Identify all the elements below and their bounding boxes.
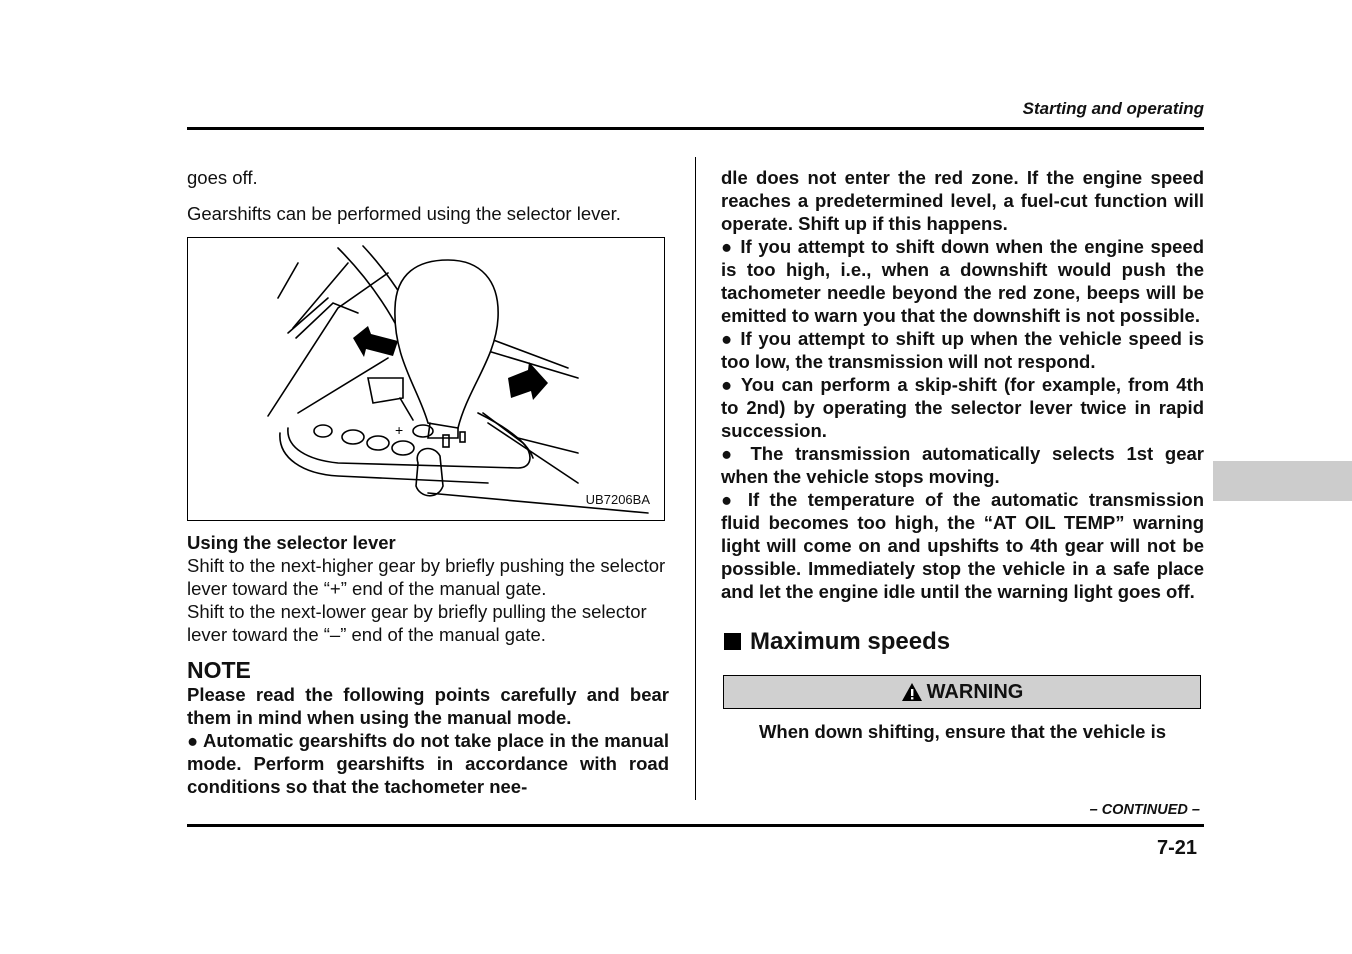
subheading: Using the selector lever <box>187 532 396 553</box>
warning-banner <box>723 675 1201 709</box>
page-number: 7-21 <box>1156 837 1197 859</box>
left-column <box>187 166 669 798</box>
note-bullet: ● The transmission automatically selects 1st gear when the vehicle stops moving. <box>721 443 1204 487</box>
chapter-tab <box>1213 461 1352 501</box>
note-bullet: ● If the temperature of the automatic transmission fluid becomes too high, the “AT OIL TEMP” warning light will come on and upshifts to 4th gear will not be possible. Immediately stop the vehicle in a safe place and let the engine idle until the warning light goes off. <box>721 489 1204 602</box>
warning-label: WARNING <box>926 680 1024 703</box>
section-heading <box>721 630 1204 653</box>
note-bullet: ● If you attempt to shift down when the engine speed is too high, i.e., when a downshift would push the tachometer needle beyond the red zone, beeps will be emitted to warn you that the downshift is not possible. <box>721 236 1204 326</box>
warning-text: When down shifting, ensure that the vehicle is <box>758 721 1167 742</box>
column-divider <box>695 157 696 800</box>
footer-rule <box>187 824 1204 827</box>
warning-triangle-icon <box>901 682 923 702</box>
note-title: NOTE <box>187 657 251 683</box>
continued-marker: – CONTINUED – <box>1089 802 1200 818</box>
svg-text:+: + <box>395 422 404 438</box>
right-column <box>721 166 1204 743</box>
note-bullet: ● Automatic gearshifts do not take place in the manual mode. Perform gearshifts in accordance with road conditions so that the tachometer nee- <box>187 730 669 797</box>
paragraph: Shift to the next-lower gear by briefly pulling the selector lever toward the “–” end of the manual gate. <box>187 601 647 645</box>
paragraph: Shift to the next-higher gear by briefly pushing the selector lever toward the “+” end of the manual gate. <box>187 555 666 599</box>
paragraph: Gearshifts can be performed using the selector lever. <box>187 203 621 224</box>
selector-lever-illustration <box>188 238 664 520</box>
paragraph: goes off. <box>187 167 258 188</box>
header-rule <box>187 127 1204 130</box>
figure-code: UB7206BA <box>585 492 650 507</box>
note-bullet: ● You can perform a skip-shift (for example, from 4th to 2nd) by operating the selector lever twice in rapid succession. <box>721 374 1204 441</box>
running-header: Starting and operating <box>1022 99 1204 118</box>
selector-lever-figure <box>187 237 665 521</box>
section-title: Maximum speeds <box>750 628 951 655</box>
square-bullet-icon <box>724 633 741 650</box>
note-intro: Please read the following points carefully and bear them in mind when using the manual mode. <box>187 684 669 728</box>
note-bullet: ● If you attempt to shift up when the vehicle speed is too low, the transmission will not respond. <box>721 328 1204 372</box>
note-bullet-continued: dle does not enter the red zone. If the engine speed reaches a predetermined level, a fuel-cut function will operate. Shift up if this happens. <box>721 167 1204 234</box>
